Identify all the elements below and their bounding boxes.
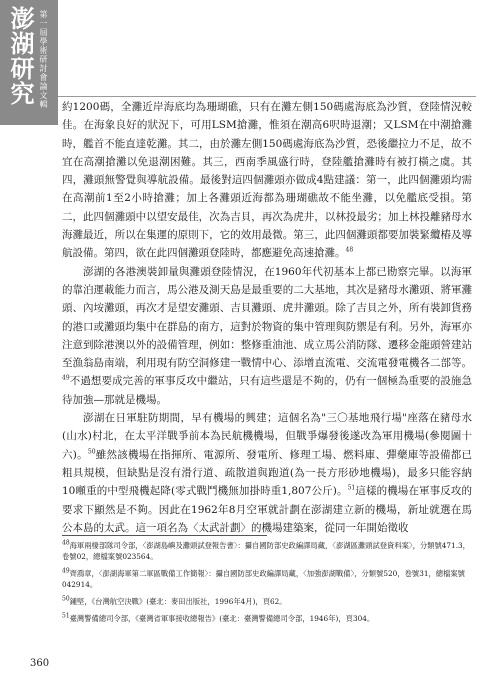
- page-number: 360: [30, 658, 50, 669]
- paragraph: [62, 98, 472, 263]
- paragraph-text: 不過想要成完善的軍事反攻中繼站，只有這些還是不夠的，仍有一個極為重要的設施急待加強—那就是機場。: [62, 375, 472, 406]
- footnote-number: 49: [62, 567, 70, 575]
- footnote: [62, 613, 472, 624]
- paragraph-text: 澎湖在日軍駐防期間，早有機場的興建；這個名為"三〇基地飛行場"座落在豬母水(山水)村北，在太平洋戰爭前本為民航機機場，但戰爭爆發後遂改為軍用機場(參閱圖十六)。: [62, 412, 472, 461]
- paragraph-text: 澎湖的各港澳裝卸量與灘頭登陸情況，在1960年代初基本上都已勘察完畢。以海軍的靠泊運載能力而言，馬公港及測天島是最重要的二大基地，其次是豬母水灘頭、將軍灘頭、內垵灘頭，再次才是望安灘頭、吉貝灘頭、虎井灘頭。除了吉貝之外，所有裝卸貨務的港口或灘頭均集中在群島的南方，這對於物資的集中管理與防禦是有利。另外，海軍亦注意到除港澳以外的設備管理，例如：整修重油池、成立馬公消防隊、遷移金龍頭營建站至漁翁島南端，利用現有防空洞修建一戰情中心、添增直流電、交流電發電機各二部等。: [62, 265, 472, 370]
- footnote: [62, 568, 472, 590]
- footnote: [62, 596, 472, 607]
- sidebar-banner: [0, 0, 58, 125]
- footnote-number: 51: [62, 612, 70, 620]
- journal-title: 澎湖研究: [6, 6, 35, 106]
- footnote-text: 海軍兩棲部隊司令部，〈澎湖島嶼及灘頭試登報告書〉：攝自國防部史政編譯局藏，〈澎湖區灘頭試登資料案〉，分類號471.3，卷號02，總檔案號023564。: [62, 541, 470, 561]
- header-rule: [58, 96, 476, 97]
- journal-subtitle: 第一屆學術研討會論文輯: [39, 10, 48, 109]
- footnote-ref: 48: [345, 246, 354, 254]
- footnote-rule: [62, 535, 267, 536]
- footnote-text: 臺灣警備總司令部，《臺灣省軍事接收總報告》(臺北：臺灣警備總司令部，1946年)，頁304。: [69, 614, 375, 623]
- paragraph-text: 雖然該機場在指揮所、電源所、發電所、修理工場、燃料庫、彈藥庫等設備都已粗具規模，但缺點是沒有滑行道、疏散道與跑道(為一長方形砂地機場)，最多只能容納10噸重的中型飛機起降(零式戰鬥機無加掛時重1,807公斤)。: [62, 448, 472, 498]
- footnote: [62, 540, 472, 562]
- footnotes: [62, 540, 472, 630]
- paragraph-text: 這樣的機場在軍事反攻的要求下顯然是不夠。因此在1962年8月空軍就計劃在澎湖建立新的機場，新址就選在馬公本島的太武。這一項名為〈太武計劃〉的機場建築案，從同一年開始徵收: [62, 485, 472, 534]
- footnote-text: 齊鴻章，〈澎湖海軍第二軍區戰備工作簡報〉：攝自國防部史政編譯局藏，〈加強澎湖戰備〉，分類號520，卷號31，總檔案號042914。: [62, 569, 465, 589]
- main-text: [62, 98, 472, 537]
- footnote-ref: 49: [62, 374, 70, 382]
- paragraph: [62, 263, 472, 409]
- paragraph-text: 約1200碼，全灘近岸海底均為珊瑚礁，只有在灘左側150碼處海底為沙質，登陸情況較佳。在海象良好的狀況下，可用LSM搶灘，惟須在潮高6呎時退潮；又LSM在中潮搶灘時，艦首不能直達乾灘。其二，由於灘左側150碼處海底為沙質，恐後繼拉力不足，故不宜在高潮搶灘以免退潮困難。其三，西南季風盛行時，登陸艦搶灘時有被打橫之虞。其四，灘頭無警覺與導航設備。最後對這四個灘頭亦做成4點建議：第一，此四個灘頭均需在高潮前1至2小時搶灘；加上各灘頭近海都為珊瑚礁故不能坐灘，以免艦底受損。第二，此四個灘頭中以望安最佳，次為吉貝，再次為虎井，以林投最劣；加上林投離豬母水海灘最近，所以在集運的原則下，它的效用最微。第三，此四個灘頭都要加裝緊纜樁及導航設備。第四，欲在此四個灘頭登陸時，都應避免高速搶灘。: [62, 101, 472, 260]
- footnote-text: 鍾堅，《台灣航空決戰》(臺北：麥田出版社，1996年4月)，頁62。: [69, 597, 287, 606]
- footnote-number: 48: [62, 539, 70, 547]
- footnote-number: 50: [62, 595, 70, 603]
- paragraph: [62, 409, 472, 537]
- footnote-ref: 50: [87, 448, 96, 456]
- footnote-ref: 51: [347, 484, 356, 492]
